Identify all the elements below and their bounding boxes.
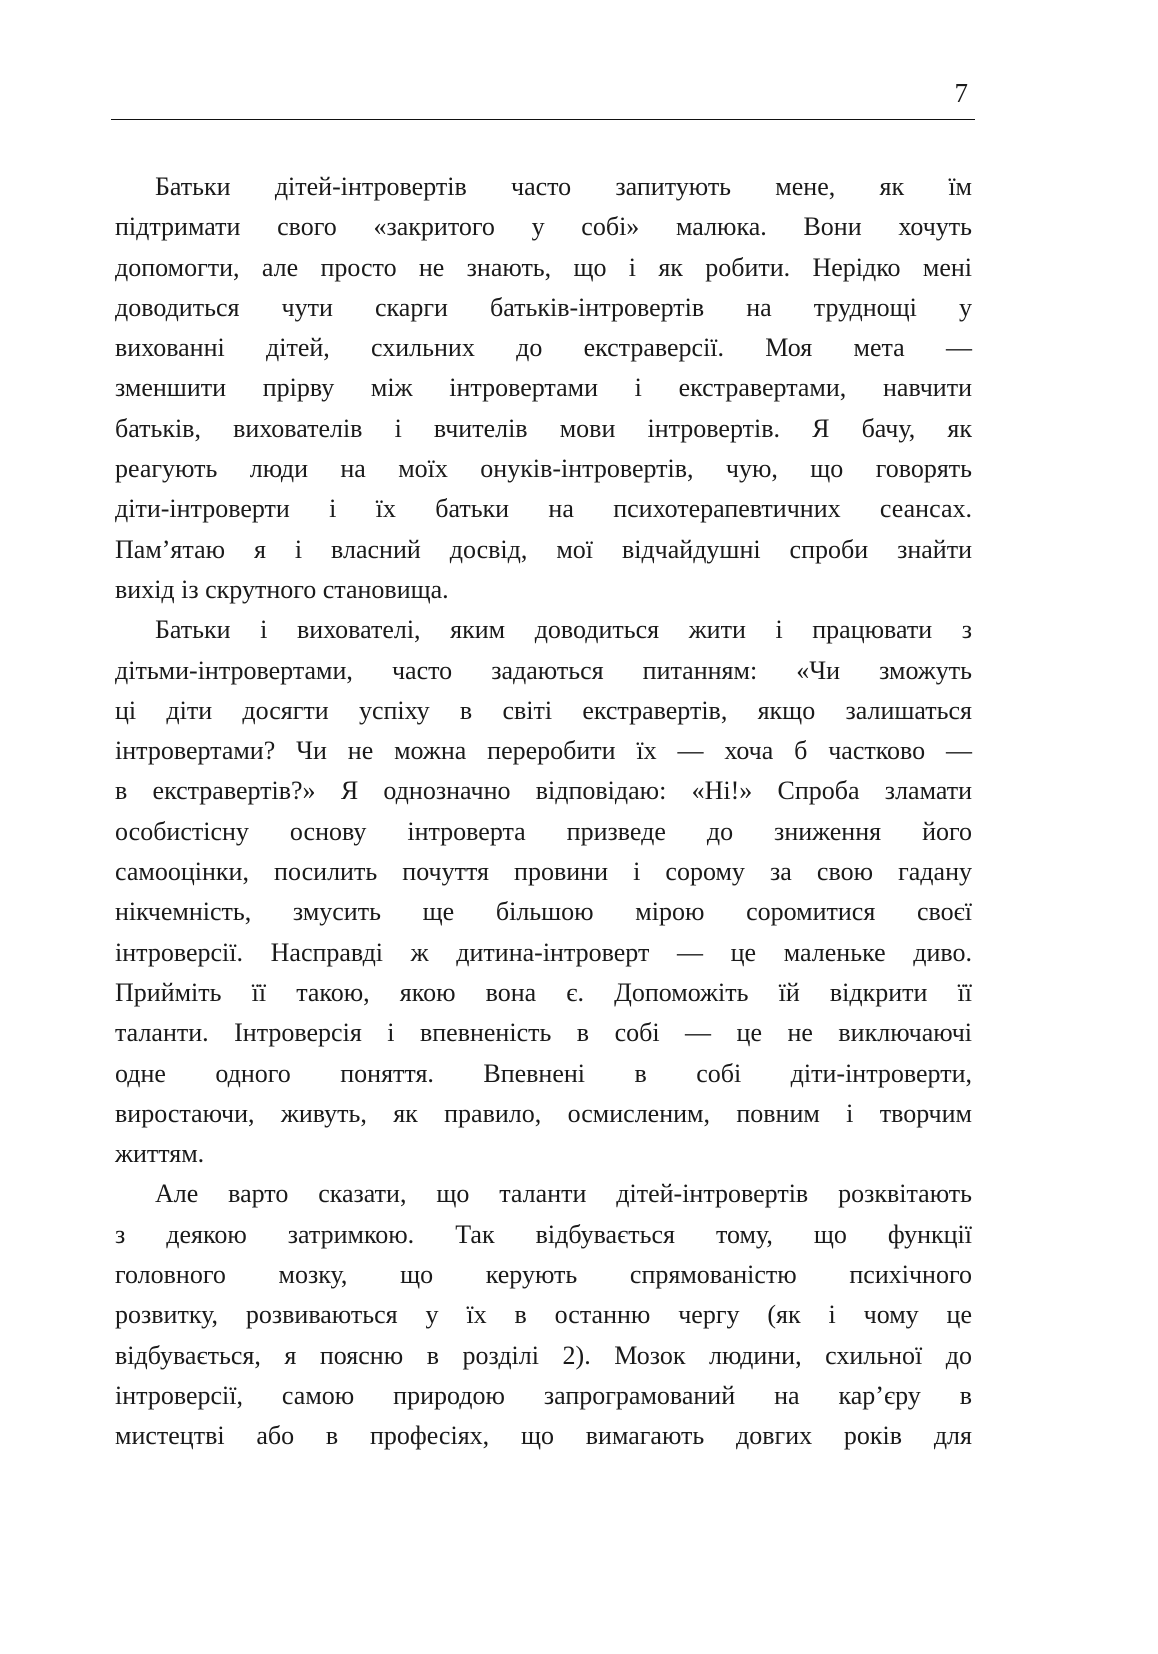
- text-line: інтровертами? Чи не можна переробити їх — хоча б частково —: [115, 736, 972, 766]
- text-line: в екстравертів?» Я однозначно відповідаю: «Ні!» Спроба зламати: [115, 776, 972, 806]
- text-line: Прийміть її такою, якою вона є. Допоможіть їй відкрити її: [115, 977, 972, 1007]
- text-line: мистецтві або в професіях, що вимагають довгих років для: [115, 1421, 972, 1451]
- paragraph: [115, 1174, 972, 1456]
- body-text: [115, 167, 972, 1457]
- text-line: відбувається, я поясню в розділі 2). Мозок людини, схильної до: [115, 1340, 972, 1370]
- text-line: Але варто сказати, що таланти дітей-інтровертів розквітають: [155, 1179, 972, 1209]
- text-line: головного мозку, що керують спрямованістю психічного: [115, 1260, 972, 1290]
- text-line: одне одного поняття. Впевнені в собі діти-інтроверти,: [115, 1058, 972, 1088]
- text-line: ці діти досягти успіху в світі екстравертів, якщо залишаться: [115, 695, 972, 725]
- text-line: діти-інтроверти і їх батьки на психотерапевтичних сеансах.: [115, 494, 972, 524]
- text-line: вихід із скрутного становища.: [115, 574, 449, 604]
- text-line: дітьми-інтровертами, часто задаються питанням: «Чи зможуть: [115, 655, 972, 685]
- text-line: доводиться чути скарги батьків-інтровертів на труднощі у: [115, 292, 972, 322]
- text-line: батьків, вихователів і вчителів мови інтровертів. Я бачу, як: [115, 413, 972, 443]
- text-line: інтроверсії, самою природою запрограмований на кар’єру в: [115, 1380, 972, 1410]
- text-line: вихованні дітей, схильних до екстраверсії. Моя мета —: [115, 333, 972, 363]
- text-line: зменшити прірву між інтровертами і екстравертами, навчити: [115, 373, 972, 403]
- text-line: з деякою затримкою. Так відбувається тому, що функції: [115, 1219, 972, 1249]
- text-line: нікчемність, змусить ще більшою мірою соромитися своєї: [115, 897, 972, 927]
- text-line: Пам’ятаю я і власний досвід, мої відчайдушні спроби знайти: [115, 534, 972, 564]
- text-line: підтримати свого «закритого у собі» малюка. Вони хочуть: [115, 212, 972, 242]
- text-line: Батьки і вихователі, яким доводиться жити і працювати з: [155, 615, 972, 645]
- text-line: таланти. Інтроверсія і впевненість в собі — це не виключаючі: [115, 1018, 972, 1048]
- text-line: особистісну основу інтроверта призведе до зниження його: [115, 816, 972, 846]
- text-line: самооцінки, посилить почуття провини і сорому за свою гадану: [115, 857, 972, 887]
- text-line: життям.: [115, 1139, 205, 1169]
- text-line: інтроверсії. Насправді ж дитина-інтроверт — це маленьке диво.: [115, 937, 972, 967]
- paragraph: [115, 167, 972, 610]
- text-line: допомогти, але просто не знають, що і як робити. Нерідко мені: [115, 252, 972, 282]
- page-number: 7: [954, 78, 968, 108]
- paragraph: [115, 610, 972, 1174]
- text-line: розвитку, розвиваються у їх в останню чергу (як і чому це: [115, 1300, 972, 1330]
- header-rule: [111, 119, 975, 120]
- text-line: Батьки дітей-інтровертів часто запитують мене, як їм: [155, 172, 972, 201]
- text-line: реагують люди на моїх онуків-інтровертів, чую, що говорять: [115, 454, 972, 484]
- text-line: виростаючи, живуть, як правило, осмисленим, повним і творчим: [115, 1098, 972, 1128]
